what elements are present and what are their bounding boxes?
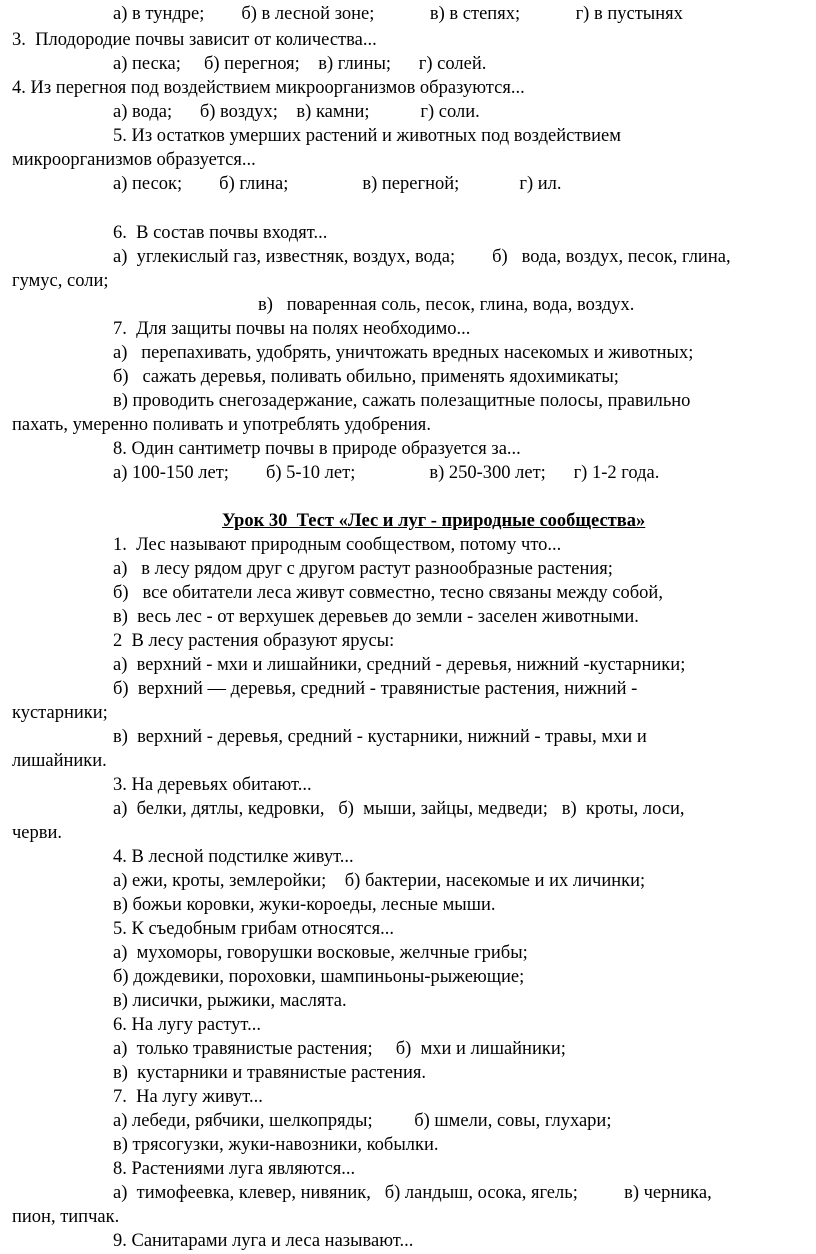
text-line: 5. Из остатков умерших растений и животных под воздействием [113,126,621,146]
text-line: в) поваренная соль, песок, глина, вода, воздух. [258,295,635,315]
text-line: кустарники; [12,703,108,723]
text-line: пахать, умеренно поливать и употреблять удобрения. [12,415,431,435]
text-line: 6. В состав почвы входят... [113,223,328,243]
text-line: в) верхний - деревья, средний - кустарники, нижний - травы, мхи и [113,727,647,747]
text-line: в) весь лес - от верхушек деревьев до земли - заселен животными. [113,607,639,627]
text-line: б) верхний — деревья, средний - травянистые растения, нижний - [113,679,638,699]
text-line: б) все обитатели леса живут совместно, тесно связаны между собой, [113,583,663,603]
text-line: а) ежи, кроты, землеройки; б) бактерии, насекомые и их личинки; [113,871,646,891]
text-line: 3. На деревьях обитают... [113,775,312,795]
text-line: в) лисички, рыжики, маслята. [113,991,347,1011]
text-line: лишайники. [12,751,107,771]
text-line: в) трясогузки, жуки-навозники, кобылки. [113,1135,439,1155]
text-line: 2 В лесу растения образуют ярусы: [113,631,395,651]
text-line: а) мухоморы, говорушки восковые, желчные грибы; [113,943,528,963]
text-line: б) дождевики, пороховки, шампиньоны-рыжеющие; [113,967,525,987]
text-line: гумус, соли; [12,271,109,291]
text-line: а) только травянистые растения; б) мхи и лишайники; [113,1039,566,1059]
text-line: в) проводить снегозадержание, сажать полезащитные полосы, правильно [113,391,691,411]
text-line: а) лебеди, рябчики, шелкопряды; б) шмели, совы, глухари; [113,1111,612,1131]
text-line: 8. Один сантиметр почвы в природе образуется за... [113,439,521,459]
text-line: 6. На лугу растут... [113,1015,261,1035]
text-line: 4. Из перегноя под воздействием микроорганизмов образуются... [12,78,525,98]
text-line: 4. В лесной подстилке живут... [113,847,354,867]
text-line: 5. К съедобным грибам относятся... [113,919,394,939]
text-line: а) перепахивать, удобрять, уничтожать вредных насекомых и животных; [113,343,694,363]
text-line: а) белки, дятлы, кедровки, б) мыши, зайцы, медведи; в) кроты, лоси, [113,799,685,819]
text-line: пион, типчак. [12,1207,120,1227]
text-line: 1. Лес называют природным сообществом, потому что... [113,535,562,555]
text-line: а) песок; б) глина; в) перегной; г) ил. [113,174,562,194]
text-line: в) божьи коровки, жуки-короеды, лесные мыши. [113,895,496,915]
text-line: 9. Санитарами луга и леса называют... [113,1231,414,1251]
text-line: 7. Для защиты почвы на полях необходимо... [113,319,471,339]
lesson-title: Урок 30 Тест «Лес и луг - природные сообщества» [222,511,646,531]
text-line: 8. Растениями луга являются... [113,1159,356,1179]
text-line: а) верхний - мхи и лишайники, средний - деревья, нижний -кустарники; [113,655,686,675]
text-line: 3. Плодородие почвы зависит от количества... [12,30,377,50]
text-line: микроорганизмов образуется... [12,150,256,170]
text-line: а) песка; б) перегноя; в) глины; г) солей. [113,54,487,74]
text-line: а) вода; б) воздух; в) камни; г) соли. [113,102,480,122]
text-line: а) в тундре; б) в лесной зоне; в) в степях; г) в пустынях [113,4,683,24]
text-line: а) 100-150 лет; б) 5-10 лет; в) 250-300 лет; г) 1-2 года. [113,463,660,483]
text-line: а) в лесу рядом друг с другом растут разнообразные растения; [113,559,613,579]
text-line: черви. [12,823,63,843]
text-line: 7. На лугу живут... [113,1087,263,1107]
text-line: а) тимофеевка, клевер, нивяник, б) ландыш, осока, ягель; в) черника, [113,1183,712,1203]
text-line: б) сажать деревья, поливать обильно, применять ядохимикаты; [113,367,619,387]
text-line: а) углекислый газ, известняк, воздух, вода; б) вода, воздух, песок, глина, [113,247,731,267]
text-line: в) кустарники и травянистые растения. [113,1063,426,1083]
